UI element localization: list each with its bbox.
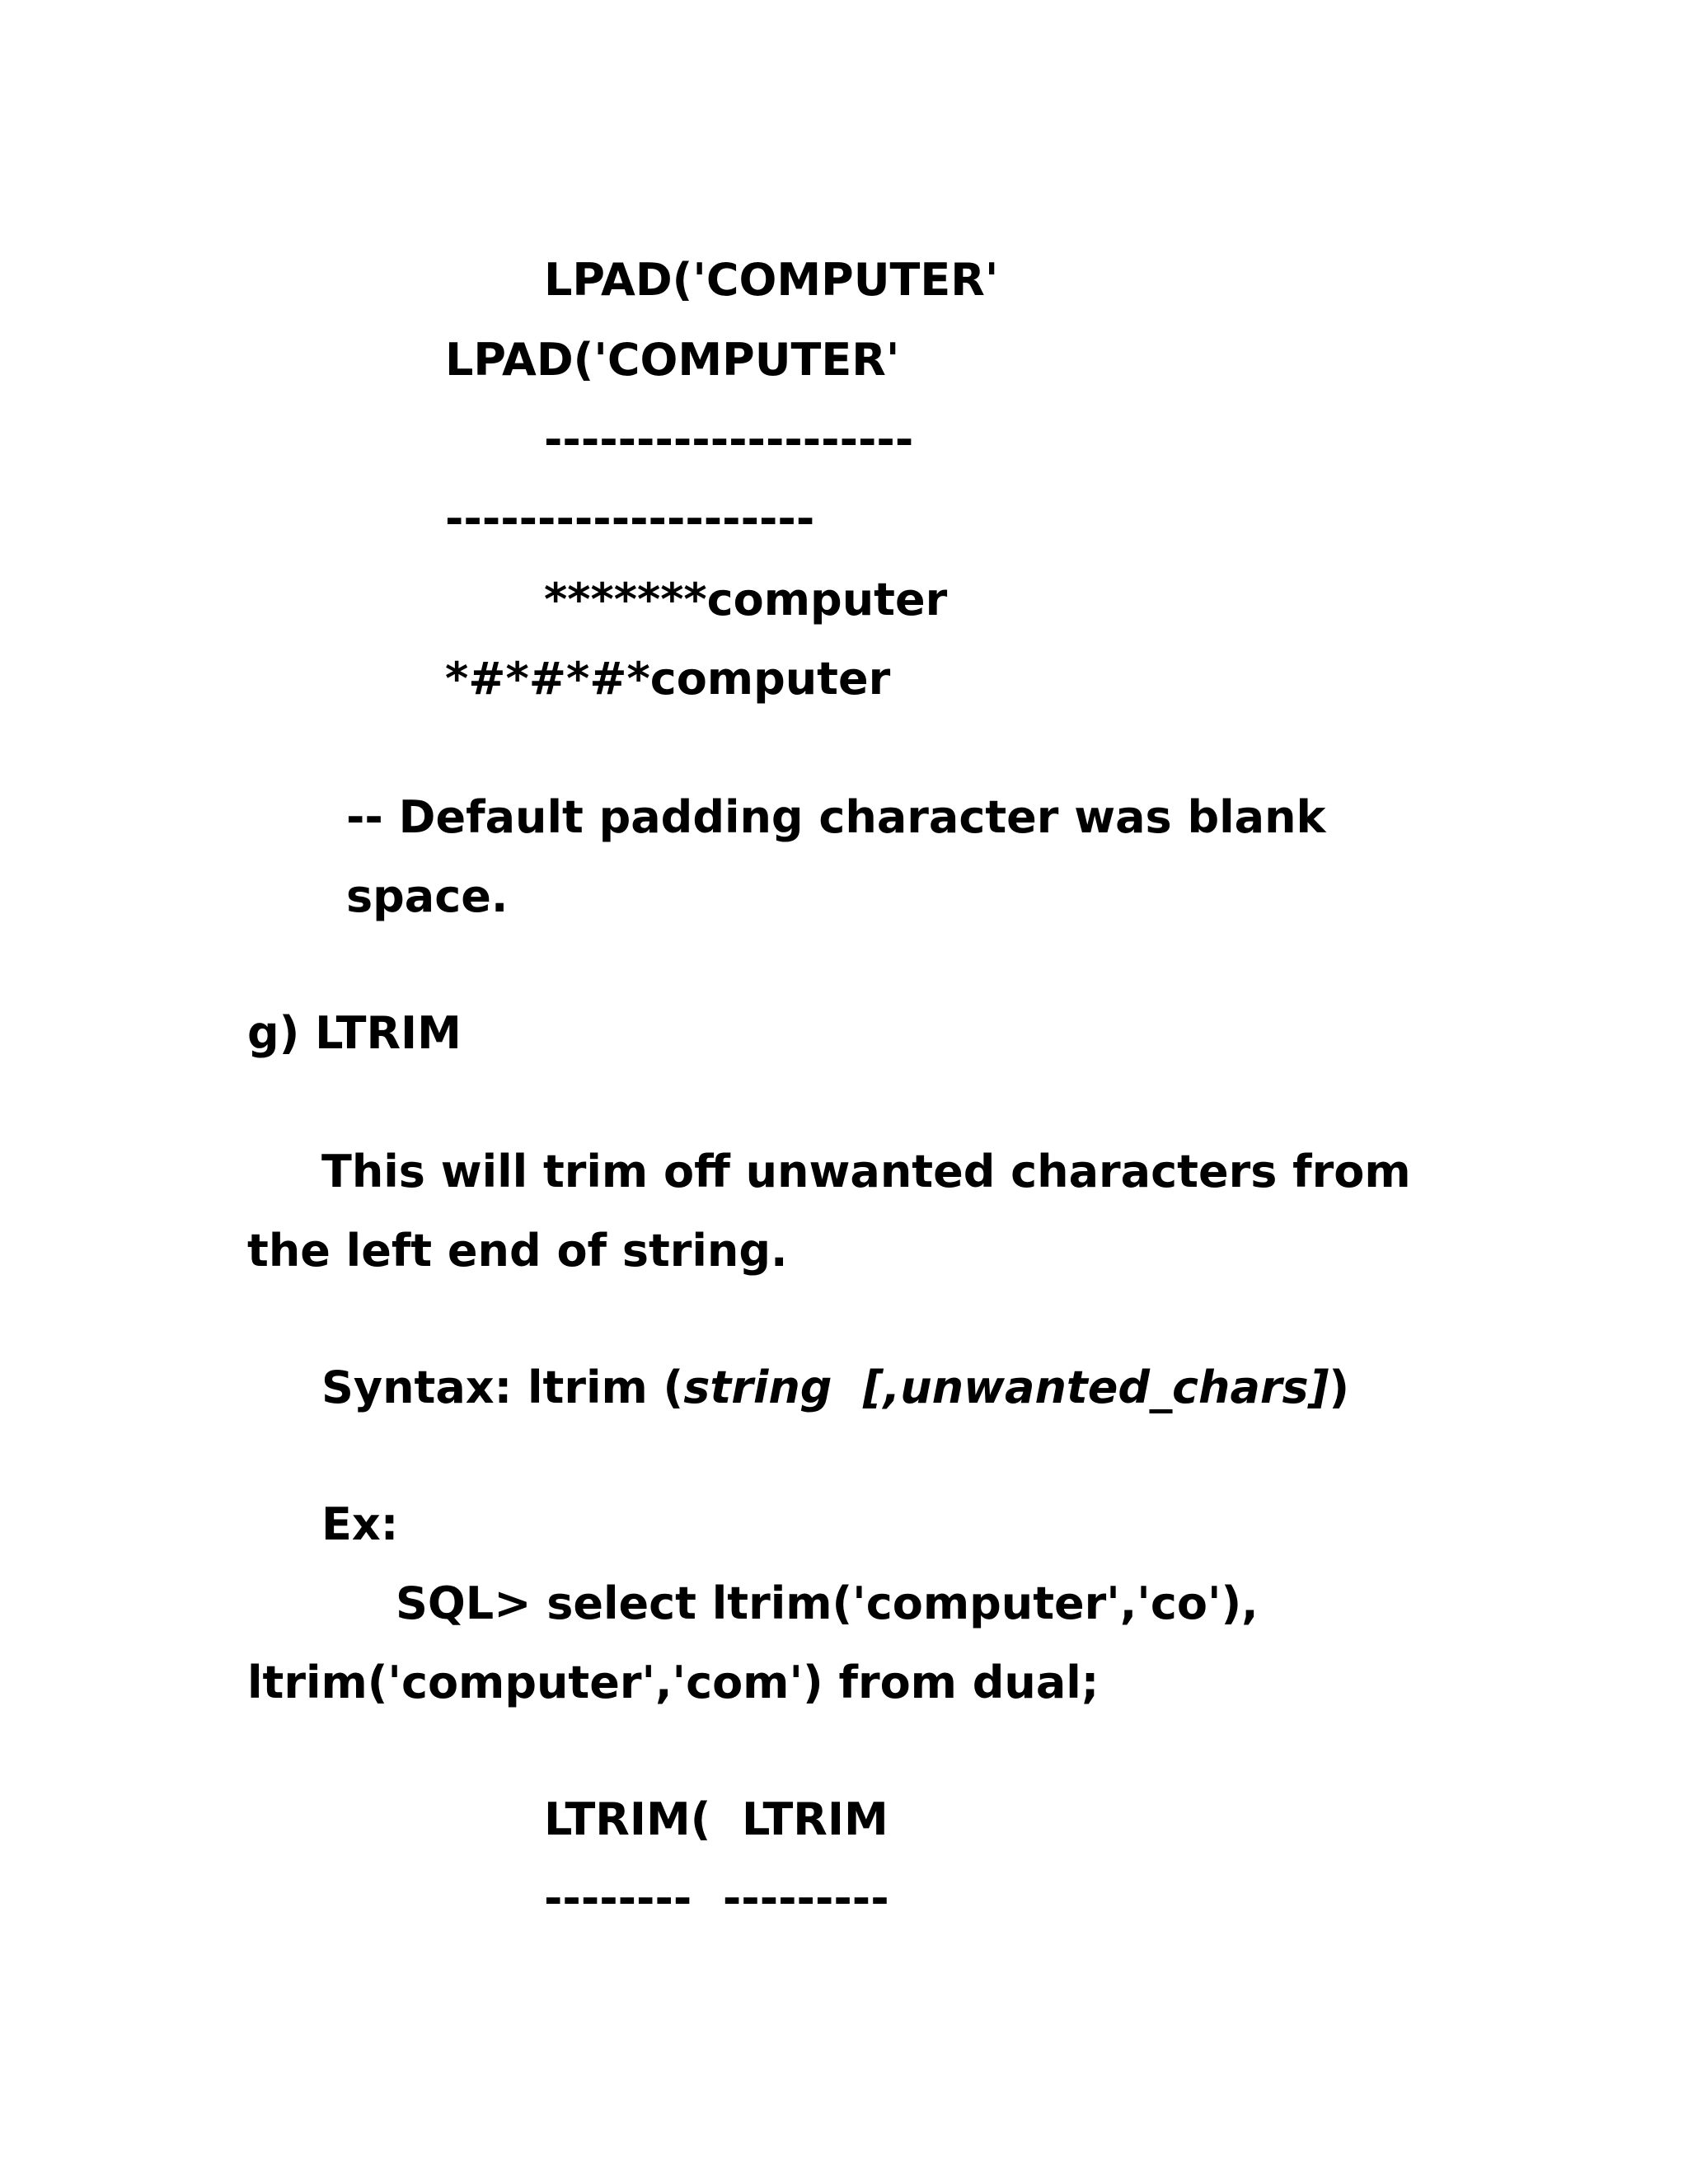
note-line-1: -- Default padding character was blank xyxy=(346,791,1326,843)
description-line-2: the left end of string. xyxy=(247,1225,788,1277)
lpad-col1-header: LPAD('COMPUTER' xyxy=(544,254,999,306)
syntax-arg: string xyxy=(683,1361,832,1413)
syntax-line xyxy=(321,1361,1349,1414)
section-heading: g) LTRIM xyxy=(247,1007,462,1059)
sql-line-2: ltrim('computer','com') from dual; xyxy=(247,1657,1100,1708)
syntax-optional: [,unwanted_chars] xyxy=(863,1361,1329,1413)
lpad-col1-value: *******computer xyxy=(544,574,948,626)
note-line-2: space. xyxy=(346,870,509,922)
lpad-col1-divider: -------------------- xyxy=(544,414,914,466)
result-divider: -------- --------- xyxy=(544,1872,889,1924)
syntax-prefix: Syntax: ltrim ( xyxy=(321,1361,684,1413)
lpad-col2-header: LPAD('COMPUTER' xyxy=(445,334,900,386)
syntax-suffix: ) xyxy=(1329,1361,1350,1413)
lpad-col2-value: *#*#*#*computer xyxy=(445,653,891,705)
sql-line-1: SQL> select ltrim('computer','co'), xyxy=(396,1577,1259,1629)
example-label: Ex: xyxy=(321,1498,399,1550)
lpad-col2-divider: -------------------- xyxy=(445,493,815,545)
description-line-1: This will trim off unwanted characters from xyxy=(321,1146,1411,1197)
result-header: LTRIM( LTRIM xyxy=(544,1793,889,1845)
